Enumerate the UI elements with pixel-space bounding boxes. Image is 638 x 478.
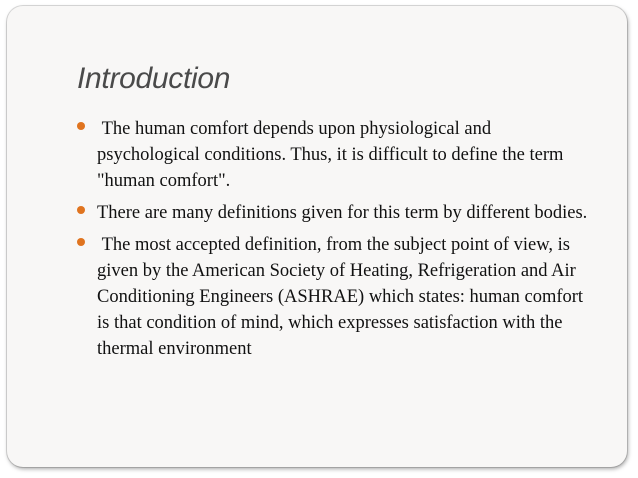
bullet-text: The most accepted definition, from the subject point of view, is given by the American Society of Heating, Refrigeration and Air Conditioning Engineers (ASHRAE) which states: human comfort is that condition of mind, which expresses satisfaction with the thermal environment bbox=[97, 235, 584, 359]
bullet-list bbox=[77, 116, 597, 368]
bullet-text: There are many definitions given for this term by different bodies. bbox=[97, 203, 588, 223]
slide-title: Introduction bbox=[77, 62, 231, 95]
bullet-item-2 bbox=[77, 200, 597, 226]
bullet-item-3 bbox=[77, 232, 597, 362]
slide-frame bbox=[7, 6, 627, 467]
bullet-item-1 bbox=[77, 116, 597, 194]
bullet-dot-icon bbox=[77, 122, 85, 130]
bullet-dot-icon bbox=[77, 206, 85, 214]
bullet-dot-icon bbox=[77, 238, 85, 246]
bullet-text: The human comfort depends upon physiological and psychological conditions. Thus, it is difficult to define the term "human comfort". bbox=[97, 119, 564, 191]
